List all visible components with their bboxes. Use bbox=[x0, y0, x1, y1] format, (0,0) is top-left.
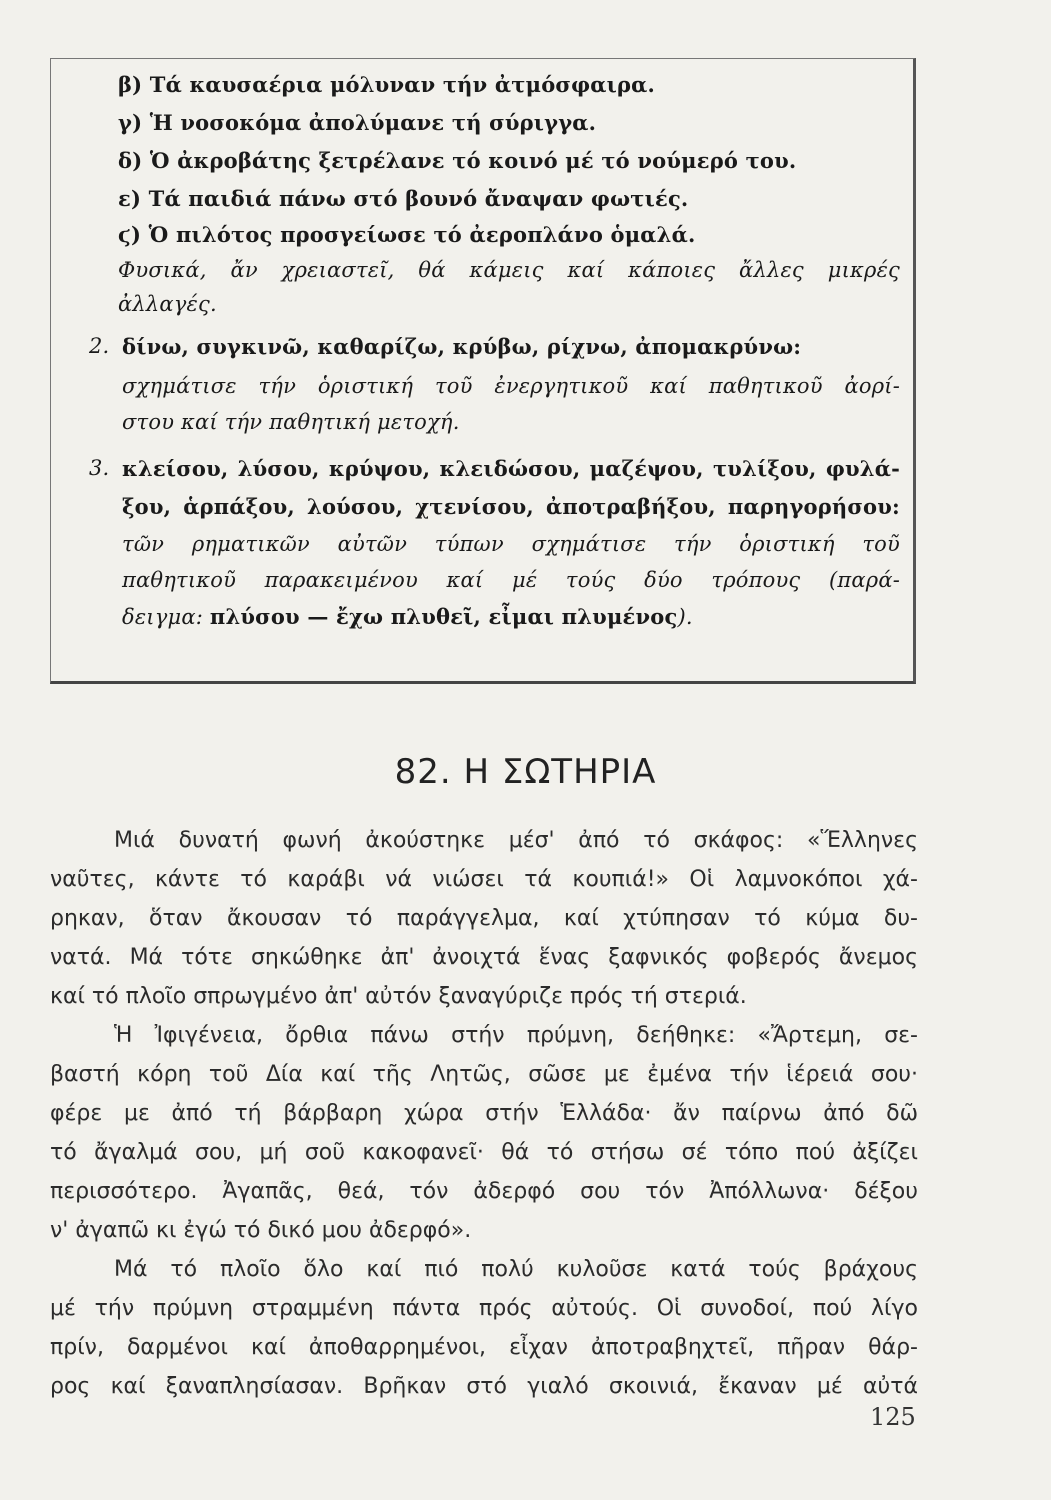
text-line: καί τό πλοῖο σπρωγμένο ἀπ' αὐτόν ξαναγύριζε πρός τή στεριά. bbox=[50, 984, 747, 1009]
page-number: 125 bbox=[870, 1403, 916, 1431]
exercise-item-e: ε) Τά παιδιά πάνω στό βουνό ἄναψαν φωτιές. bbox=[118, 186, 689, 211]
exercise-note-line: ἀλλαγές. bbox=[118, 292, 217, 316]
exercise-2-verbs: δίνω, συγκινῶ, καθαρίζω, κρύβω, ρίχνω, ἀπομακρύνω: bbox=[122, 334, 802, 359]
text-line: Ἡ Ἰφιγένεια, ὄρθια πάνω στήν πρύμνη, δεήθηκε: «Ἄρτεμη, σε- bbox=[114, 1023, 918, 1048]
exercise-3-forms: ξου, ἁρπάξου, λούσου, χτενίσου, ἀποτραβήξου, παρηγορήσου: bbox=[122, 494, 900, 519]
exercise-2-instruction: στου καί τήν παθητική μετοχή. bbox=[122, 410, 460, 434]
chapter-title: 82. Η ΣΩΤΗΡΙΑ bbox=[394, 752, 657, 792]
exercise-item-g: γ) Ἡ νοσοκόμα ἀπολύμανε τή σύριγγα. bbox=[118, 110, 597, 135]
text-line: φέρε με ἀπό τή βάρβαρη χώρα στήν Ἑλλάδα· ἄν παίρνω ἀπό δῶ bbox=[50, 1101, 918, 1126]
text-line: νατά. Μά τότε σηκώθηκε ἀπ' ἀνοιχτά ἕνας ξαφνικός φοβερός ἄνεμος bbox=[50, 945, 918, 970]
text-line: Μά τό πλοῖο ὅλο καί πιό πολύ κυλοῦσε κατά τούς βράχους bbox=[114, 1257, 918, 1282]
text-line: ναῦτες, κάντε τό καράβι νά νιώσει τά κουπιά!» Οἱ λαμνοκόποι χά- bbox=[50, 867, 918, 892]
text-line: ν' ἀγαπῶ κι ἐγώ τό δικό μου ἀδερφό». bbox=[50, 1218, 472, 1243]
text-line: τό ἄγαλμά σου, μή σοῦ κακοφανεῖ· θά τό στήσω σέ τόπο πού ἀξίζει bbox=[50, 1140, 918, 1165]
exercise-item-st: ϛ) Ὁ πιλότος προσγείωσε τό ἀεροπλάνο ὁμαλά. bbox=[118, 222, 696, 247]
exercise-3-example-line bbox=[122, 604, 693, 629]
text-line: περισσότερο. Ἀγαπᾶς, θεά, τόν ἀδερφό σου τόν Ἀπόλλωνα· δέξου bbox=[50, 1179, 918, 1204]
exercise-3-instruction: παθητικοῦ παρακειμένου καί μέ τούς δύο τρόπους (παρά- bbox=[122, 568, 900, 592]
exercise-note-line: Φυσικά, ἄν χρειαστεῖ, θά κάμεις καί κάποιες ἄλλες μικρές bbox=[118, 258, 900, 282]
example-forms: πλύσου — ἔχω πλυθεῖ, εἶμαι πλυμένος bbox=[209, 604, 678, 629]
text-line: Μιά δυνατή φωνή ἀκούστηκε μέσ' ἀπό τό σκάφος: «Ἕλληνες bbox=[114, 828, 918, 853]
text-line: βαστή κόρη τοῦ Δία καί τῆς Λητῶς, σῶσε με ἐμένα τήν ἱέρειά σου· bbox=[50, 1062, 918, 1087]
exercise-number: 3. bbox=[89, 456, 110, 480]
example-end: ). bbox=[677, 605, 693, 629]
text-line: πρίν, δαρμένοι καί ἀποθαρρημένοι, εἶχαν ἀποτραβηχτεῖ, πῆραν θάρ- bbox=[50, 1335, 918, 1360]
exercise-item-b: β) Τά καυσαέρια μόλυναν τήν ἀτμόσφαιρα. bbox=[118, 72, 656, 97]
text-line: ρηκαν, ὅταν ἄκουσαν τό παράγγελμα, καί χτύπησαν τό κύμα δυ- bbox=[50, 906, 918, 931]
exercise-3-forms: κλείσου, λύσου, κρύψου, κλειδώσου, μαζέψου, τυλίξου, φυλά- bbox=[122, 456, 900, 481]
exercise-number: 2. bbox=[89, 334, 110, 358]
text-line: ρος καί ξαναπλησίασαν. Βρῆκαν στό γιαλό σκοινιά, ἔκαναν μέ αὐτά bbox=[50, 1374, 918, 1399]
text-line: μέ τήν πρύμνη στραμμένη πάντα πρός αὐτούς. Οἱ συνοδοί, πού λίγο bbox=[50, 1296, 918, 1321]
exercise-3-instruction: τῶν ρηματικῶν αὐτῶν τύπων σχημάτισε τήν ὁριστική τοῦ bbox=[122, 532, 900, 556]
exercise-item-d: δ) Ὁ ἀκροβάτης ξετρέλανε τό κοινό μέ τό νούμερό του. bbox=[118, 148, 797, 173]
example-label: δειγμα: bbox=[122, 605, 210, 629]
exercise-2-instruction: σχημάτισε τήν ὁριστική τοῦ ἐνεργητικοῦ καί παθητικοῦ ἀορί- bbox=[122, 374, 900, 398]
